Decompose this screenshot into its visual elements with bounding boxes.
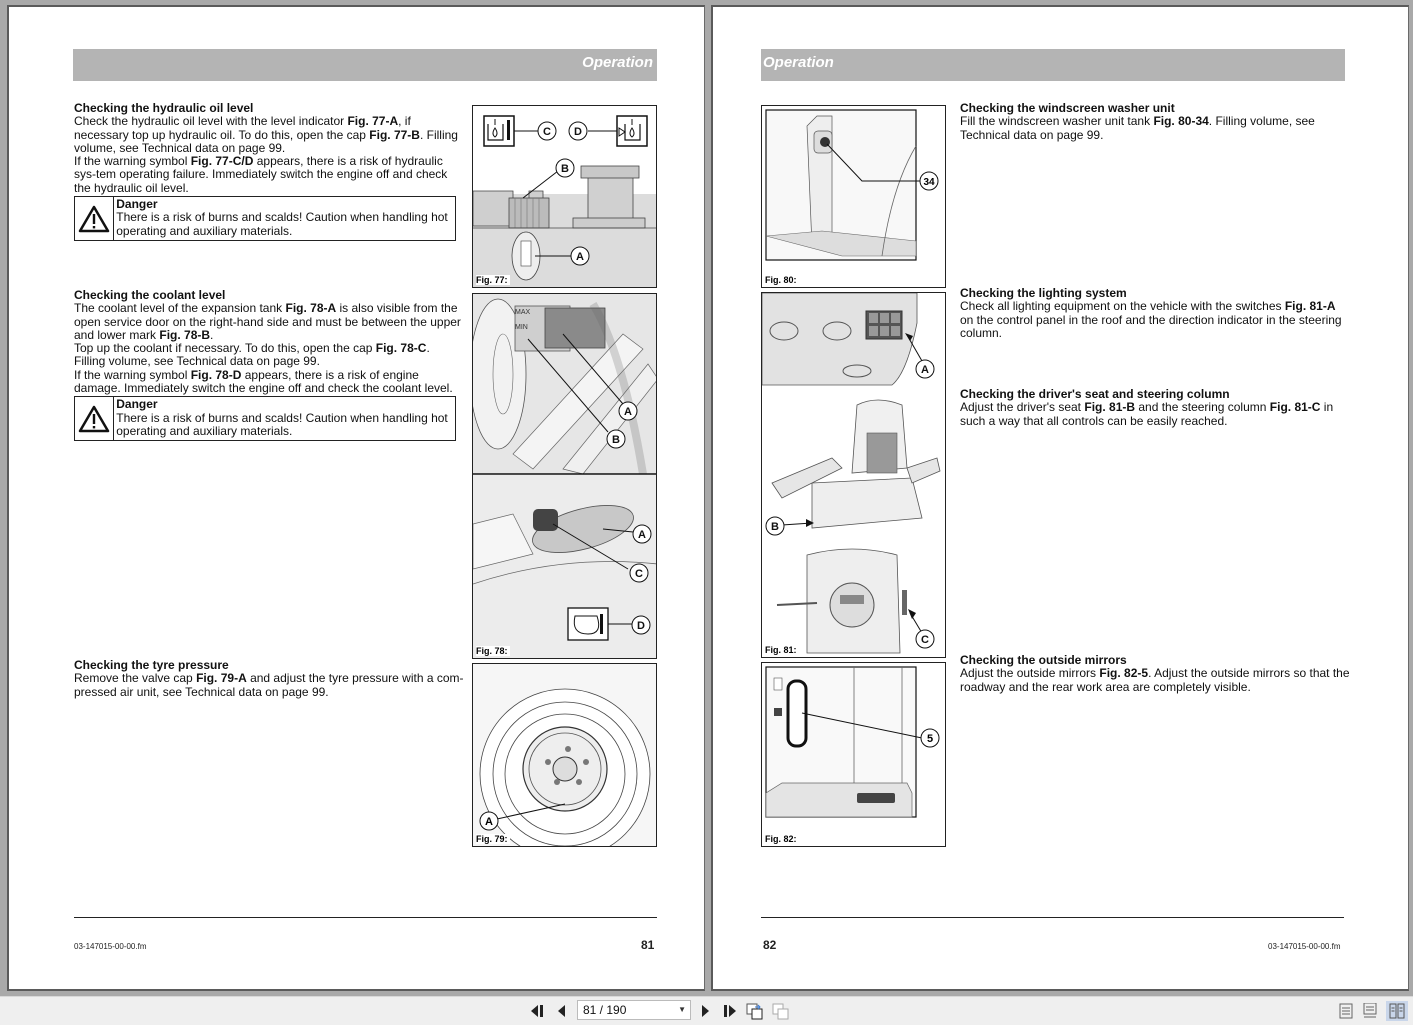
section-title: Checking the windscreen washer unit [960,101,1175,115]
continuous-view-button[interactable] [1360,1001,1380,1021]
warning-triangle-icon [75,397,114,440]
page-number: 81 [641,938,655,952]
min-mark: MIN [515,324,528,331]
svg-text:C: C [921,634,929,646]
two-page-icon [1389,1003,1405,1019]
section-body [74,672,464,699]
danger-text: There is a risk of burns and scalds! Caution when handling hot operating and auxiliary materials. [116,410,448,438]
go-back-view-button[interactable] [745,1001,765,1021]
section-title: Checking the lighting system [960,286,1127,300]
section-body [960,300,1350,340]
svg-text:5: 5 [926,733,934,745]
danger-box [74,396,456,441]
figure-reference: Fig. 82-5 [1099,666,1149,681]
chapter-header: Operation [761,49,1345,81]
section-title: Checking the hydraulic oil level [74,101,254,115]
section-windscreen-washer [960,102,1350,142]
paragraph: Fill the windscreen washer unit tank Fig. 80-34. Filling volume, see Technical data on page 99. [960,114,1315,142]
section-body [960,401,1350,428]
svg-text:A: A [485,816,493,828]
go-forward-view-button[interactable] [771,1001,791,1021]
figure-reference: Fig. 77-C/D [190,154,254,169]
paragraph: Top up the coolant if necessary. To do this, open the cap Fig. 78-C. Filling volume, see Technical data on page 99. [74,341,430,369]
page-number-select[interactable] [577,1000,691,1020]
max-mark: MAX [515,309,531,316]
figure-reference: Fig. 77-B [369,127,420,142]
two-page-view-button[interactable] [1386,1001,1408,1021]
figure-reference: Fig. 81-B [1084,400,1136,415]
figure-reference: Fig. 79-A [196,671,247,686]
section-hydraulic-oil [74,102,464,241]
svg-text:A: A [638,529,646,541]
svg-text:B: B [771,521,779,533]
paragraph: Check all lighting equipment on the vehicle with the switches Fig. 81-A on the control panel in the roof and the direction indicator in the steering column. [960,299,1342,340]
section-title: Checking the coolant level [74,288,226,302]
page-indicator: 81 / 190 [583,1003,627,1017]
continuous-page-icon [1363,1003,1377,1019]
svg-text:A: A [921,364,929,376]
callout-c: C [543,126,551,138]
figure-reference: Fig. 81-C [1269,400,1321,415]
paragraph: If the warning symbol Fig. 77-C/D appears, there is a risk of hydraulic sys-tem operating failure. Immediately switch the engine off and check the hydraulic oil level. [74,154,448,195]
figure-81-seat-and-controls [761,292,946,658]
next-page-button[interactable] [695,1001,715,1021]
svg-text:A: A [624,406,632,418]
figure-caption: Fig. 81: [765,645,797,655]
figure-78-coolant-tank [472,293,657,659]
svg-text:C: C [635,568,643,580]
figure-77-hydraulic-tank [472,105,657,288]
page-number: 82 [763,938,777,952]
first-page-button[interactable] [528,1001,548,1021]
section-body [74,302,464,395]
single-page-icon [1339,1003,1353,1019]
figure-reference: Fig. 81-A [1284,299,1336,314]
svg-text:34: 34 [923,177,935,188]
paragraph: Adjust the driver's seat Fig. 81-B and the steering column Fig. 81-C in such a way that all controls can be easily reached. [960,400,1334,428]
danger-box [74,196,456,241]
next-page-icon [700,1005,710,1017]
viewer-toolbar [0,996,1413,1025]
figure-79-tyre [472,663,657,847]
paragraph: The coolant level of the expansion tank Fig. 78-A is also visible from the open service door on the right-hand side and must be between the upper and lower mark Fig. 78-B. [74,301,461,342]
figure-reference: Fig. 78-C [375,341,427,356]
svg-text:D: D [637,620,645,632]
section-lighting [960,287,1350,340]
footer-rule [761,917,1344,918]
chevron-down-icon: ▼ [678,1005,686,1014]
section-title: Checking the driver's seat and steering column [960,387,1230,401]
first-page-icon [531,1005,545,1017]
figure-reference: Fig. 78-B [159,327,211,342]
next-view-icon [772,1002,790,1020]
section-coolant [74,289,464,441]
figure-caption: Fig. 77: [476,275,508,285]
callout-a: A [576,251,584,263]
figure-caption: Fig. 78: [476,646,508,656]
pdf-page-82 [711,5,1409,991]
callout-b: B [561,163,569,175]
section-drivers-seat [960,388,1350,428]
paragraph: Remove the valve cap Fig. 79-A and adjust the tyre pressure with a com-pressed air unit, see Technical data on page 99. [74,671,464,699]
previous-page-icon [557,1005,567,1017]
pdf-page-81 [7,5,705,991]
single-page-view-button[interactable] [1336,1001,1356,1021]
last-page-button[interactable] [719,1001,739,1021]
figure-caption: Fig. 79: [476,834,508,844]
section-body [960,115,1350,142]
danger-title: Danger [116,197,158,212]
figure-caption: Fig. 82: [765,834,797,844]
section-title: Checking the tyre pressure [74,658,229,672]
svg-text:B: B [612,434,620,446]
previous-view-icon [746,1002,764,1020]
section-tyre-pressure [74,659,464,699]
danger-text: There is a risk of burns and scalds! Caution when handling hot operating and auxiliary materials. [116,210,448,238]
figure-caption: Fig. 80: [765,275,797,285]
section-title: Checking the outside mirrors [960,653,1127,667]
figure-reference: Fig. 78-D [190,367,242,382]
footer-filename: 03-147015-00-00.fm [1268,942,1341,951]
chapter-header: Operation [73,49,657,81]
figure-reference: Fig. 80-34 [1153,114,1209,129]
callout-d: D [574,126,582,138]
previous-page-button[interactable] [552,1001,572,1021]
warning-triangle-icon [75,197,114,240]
section-body [960,667,1350,694]
section-body [74,115,464,195]
paragraph: Check the hydraulic oil level with the level indicator Fig. 77-A, if necessary top up hydraulic oil. To do this, open the cap Fig. 77-B. Filling volume, see Technical data on page 99. [74,114,458,155]
section-outside-mirrors [960,654,1350,694]
paragraph: If the warning symbol Fig. 78-D appears, there is a risk of engine damage. Immediately switch the engine off and check the coolant level. [74,367,453,396]
figure-reference: Fig. 78-A [285,301,337,316]
figure-82-outside-mirror [761,662,946,847]
paragraph: Adjust the outside mirrors Fig. 82-5. Adjust the outside mirrors so that the roadway and the rear work area are completely visible. [960,666,1350,694]
footer-filename: 03-147015-00-00.fm [74,942,147,951]
figure-80-washer-tank [761,105,946,288]
last-page-icon [722,1005,736,1017]
figure-reference: Fig. 77-A [347,114,399,129]
danger-title: Danger [116,397,158,412]
footer-rule [74,917,657,918]
